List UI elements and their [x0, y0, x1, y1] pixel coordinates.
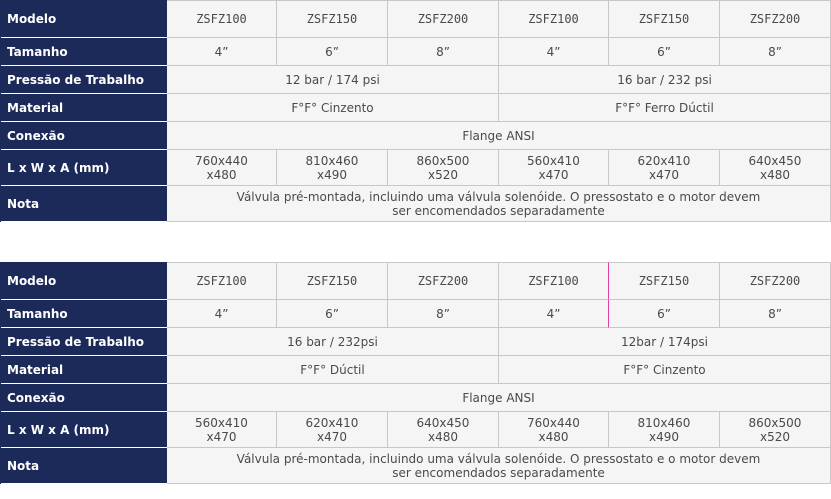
dimension-line-1: 860x500	[748, 415, 802, 430]
model-cell: ZSFZ150	[277, 262, 388, 300]
row-conexao	[1, 384, 831, 412]
note-line-1: Válvula pré-montada, incluindo uma válvula solenóide. O pressostato e o motor devem	[236, 451, 761, 466]
size-cell: 8”	[720, 300, 831, 328]
row-label-dimensoes: L x W x A (mm)	[1, 150, 167, 186]
row-label-pressao: Pressão de Trabalho	[1, 328, 167, 356]
dimension-cell	[609, 150, 720, 186]
dimension-line-1: 810x460	[305, 153, 359, 168]
material-cell: F°F° Dúctil	[167, 356, 499, 384]
row-pressao	[1, 66, 831, 94]
pressure-cell: 16 bar / 232psi	[167, 328, 499, 356]
row-dimensoes	[1, 412, 831, 448]
row-pressao	[1, 328, 831, 356]
dimension-cell	[277, 412, 388, 448]
dimension-cell	[720, 412, 831, 448]
model-cell: ZSFZ150	[277, 0, 388, 38]
spec-table-1	[0, 0, 831, 222]
dimension-line-1: 620x410	[305, 415, 359, 430]
row-label-pressao: Pressão de Trabalho	[1, 66, 167, 94]
dimension-cell	[609, 412, 720, 448]
row-label-material: Material	[1, 356, 167, 384]
size-cell: 4”	[167, 300, 277, 328]
model-cell: ZSFZ200	[720, 262, 831, 300]
size-cell: 8”	[388, 38, 499, 66]
dimension-line-2: x470	[648, 167, 679, 182]
size-cell: 6”	[609, 38, 720, 66]
model-cell: ZSFZ100	[167, 262, 277, 300]
size-cell: 8”	[720, 38, 831, 66]
row-nota	[1, 448, 831, 484]
pressure-cell: 12 bar / 174 psi	[167, 66, 499, 94]
pressure-cell: 16 bar / 232 psi	[499, 66, 831, 94]
pressure-cell: 12bar / 174psi	[499, 328, 831, 356]
row-label-modelo: Modelo	[1, 262, 167, 300]
row-label-conexao: Conexão	[1, 122, 167, 150]
note-line-1: Válvula pré-montada, incluindo uma válvula solenóide. O pressostato e o motor devem	[236, 189, 761, 204]
material-cell: F°F° Cinzento	[167, 94, 499, 122]
row-dimensoes	[1, 150, 831, 186]
row-tamanho	[1, 38, 831, 66]
dimension-line-2: x470	[538, 167, 569, 182]
dimension-line-2: x480	[206, 167, 237, 182]
row-conexao	[1, 122, 831, 150]
dimension-line-1: 860x500	[416, 153, 470, 168]
row-label-material: Material	[1, 94, 167, 122]
dimension-cell	[388, 412, 499, 448]
size-cell: 8”	[388, 300, 499, 328]
model-cell: ZSFZ100	[499, 262, 609, 300]
dimension-line-2: x480	[427, 429, 458, 444]
size-cell: 6”	[609, 300, 720, 328]
row-label-nota: Nota	[1, 186, 167, 222]
dimension-line-1: 560x410	[527, 153, 580, 168]
size-cell: 4”	[499, 300, 609, 328]
size-cell: 4”	[499, 38, 609, 66]
model-cell: ZSFZ150	[609, 262, 720, 300]
connection-cell: Flange ANSI	[167, 122, 831, 150]
row-modelo	[1, 0, 831, 38]
row-label-modelo: Modelo	[1, 0, 167, 38]
material-cell: F°F° Cinzento	[499, 356, 831, 384]
dimension-cell	[499, 412, 609, 448]
dimension-line-1: 810x460	[637, 415, 691, 430]
model-cell: ZSFZ100	[167, 0, 277, 38]
model-cell: ZSFZ200	[720, 0, 831, 38]
dimension-line-1: 620x410	[637, 153, 691, 168]
row-tamanho	[1, 300, 831, 328]
dimension-line-2: x470	[206, 429, 237, 444]
spec-table-2	[0, 262, 831, 484]
size-cell: 6”	[277, 300, 388, 328]
row-label-conexao: Conexão	[1, 384, 167, 412]
dimension-line-1: 640x450	[748, 153, 802, 168]
dimension-cell	[720, 150, 831, 186]
connection-cell: Flange ANSI	[167, 384, 831, 412]
row-label-dimensoes: L x W x A (mm)	[1, 412, 167, 448]
dimension-line-1: 760x440	[527, 415, 580, 430]
size-cell: 6”	[277, 38, 388, 66]
dimension-line-2: x490	[316, 167, 347, 182]
material-cell: F°F° Ferro Dúctil	[499, 94, 831, 122]
dimension-cell	[277, 150, 388, 186]
dimension-line-2: x490	[648, 429, 679, 444]
dimension-cell	[388, 150, 499, 186]
model-cell: ZSFZ100	[499, 0, 609, 38]
row-label-nota: Nota	[1, 448, 167, 484]
model-cell: ZSFZ200	[388, 0, 499, 38]
row-label-tamanho: Tamanho	[1, 300, 167, 328]
dimension-line-1: 640x450	[416, 415, 470, 430]
note-cell	[167, 186, 831, 222]
dimension-line-2: x480	[538, 429, 569, 444]
model-cell: ZSFZ200	[388, 262, 499, 300]
dimension-line-2: x520	[759, 429, 790, 444]
dimension-line-1: 560x410	[195, 415, 248, 430]
row-material	[1, 94, 831, 122]
note-line-2: ser encomendados separadamente	[392, 203, 605, 218]
row-nota	[1, 186, 831, 222]
dimension-cell	[167, 412, 277, 448]
size-cell: 4”	[167, 38, 277, 66]
dimension-line-1: 760x440	[195, 153, 248, 168]
row-modelo	[1, 262, 831, 300]
model-cell: ZSFZ150	[609, 0, 720, 38]
dimension-line-2: x470	[316, 429, 347, 444]
note-line-2: ser encomendados separadamente	[392, 465, 605, 480]
dimension-cell	[499, 150, 609, 186]
note-cell	[167, 448, 831, 484]
dimension-cell	[167, 150, 277, 186]
dimension-line-2: x520	[427, 167, 458, 182]
row-material	[1, 356, 831, 384]
dimension-line-2: x480	[759, 167, 790, 182]
row-label-tamanho: Tamanho	[1, 38, 167, 66]
